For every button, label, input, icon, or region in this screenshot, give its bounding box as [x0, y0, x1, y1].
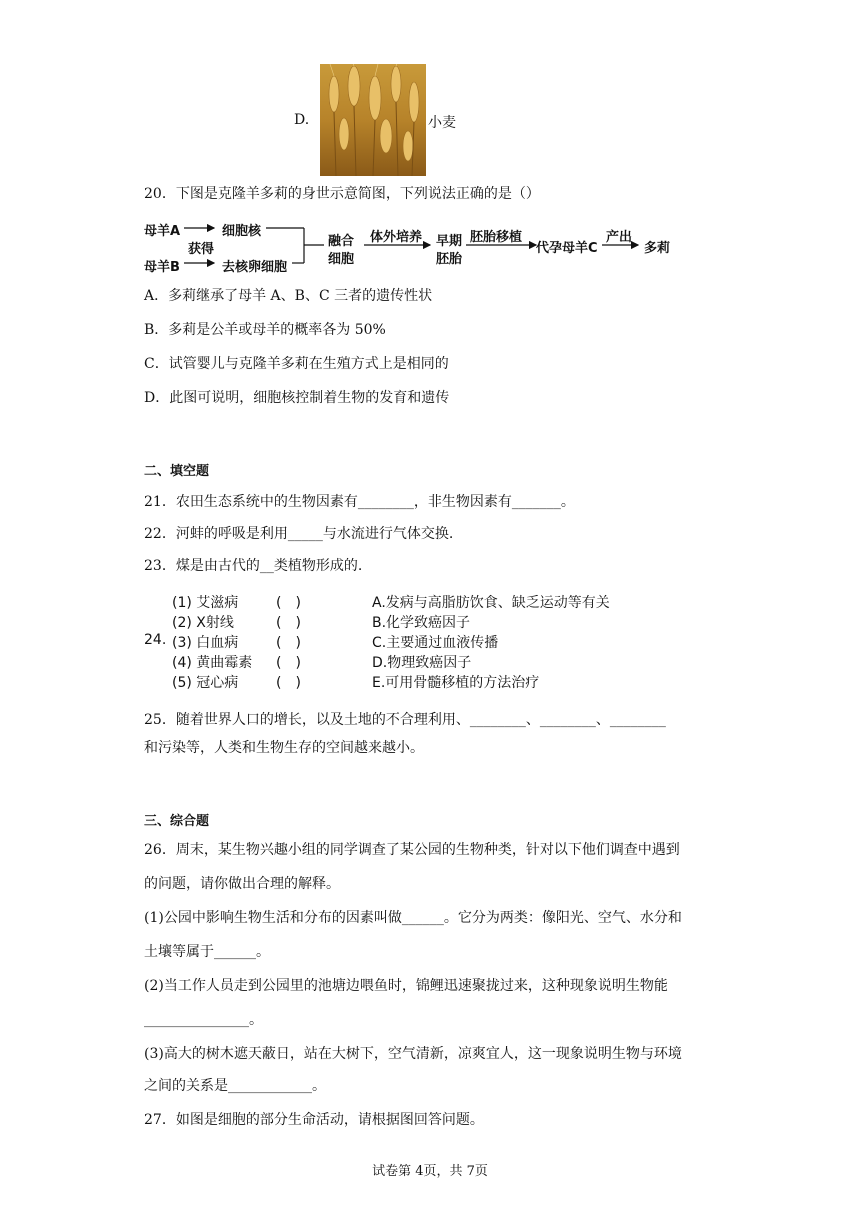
question-26-line-1: 26．周末，某生物兴趣小组的同学调查了某公园的生物种类，针对以下他们调查中遇到 [144, 842, 680, 858]
match-left-3: (3) 白血病 [172, 635, 239, 651]
match-blank-2: ( ) [276, 615, 301, 631]
question-25-line-2: 和污染等，人类和生物生存的空间越来越小。 [144, 740, 424, 756]
label-embryo-2: 胚胎 [436, 252, 463, 267]
section-comprehensive: 三、综合题 [144, 814, 210, 829]
question-25-line-1: 25．随着世界人口的增长，以及土地的不合理利用、________、________、________ [144, 712, 666, 728]
label-transplant: 胚胎移植 [470, 230, 523, 245]
question-26-part3-line-2: 之间的关系是____________。 [144, 1078, 326, 1094]
label-obtain: 获得 [188, 242, 215, 257]
question-21: 21．农田生态系统中的生物因素有________，非生物因素有_______。 [144, 494, 575, 510]
label-surrogate: 代孕母羊C [536, 241, 598, 256]
match-right-d: D.物理致癌因子 [372, 655, 472, 671]
question-26-part3-line-1: (3)高大的树木遮天蔽日，站在大树下，空气清新，凉爽宜人，这一现象说明生物与环境 [144, 1046, 682, 1062]
match-right-c: C.主要通过血液传播 [372, 635, 499, 651]
label-sheep-b: 母羊B [144, 260, 180, 275]
match-left-5: (5) 冠心病 [172, 675, 239, 691]
match-right-b: B.化学致癌因子 [372, 615, 471, 631]
match-blank-5: ( ) [276, 675, 301, 691]
wheat-photo [320, 64, 426, 176]
label-embryo-1: 早期 [436, 234, 463, 249]
wheat-icon [320, 64, 426, 176]
label-birth: 产出 [606, 230, 633, 245]
label-fuse-1: 融合 [328, 234, 355, 249]
label-culture: 体外培养 [370, 230, 423, 245]
option-b: B．多莉是公羊或母羊的概率各为 50% [144, 322, 386, 338]
match-right-e: E.可用骨髓移植的方法治疗 [372, 675, 540, 691]
question-24-number: 24. [144, 632, 167, 648]
question-24-matching [144, 590, 664, 694]
match-blank-3: ( ) [276, 635, 301, 651]
page-footer: 试卷第 4页，共 7页 [372, 1164, 488, 1179]
question-26-line-2: 的问题，请你做出合理的解释。 [144, 876, 340, 892]
question-26-part2-line-2: _______________。 [144, 1012, 263, 1028]
match-blank-4: ( ) [276, 655, 301, 671]
dolly-clone-diagram [144, 218, 684, 278]
match-blank-1: ( ) [276, 595, 301, 611]
label-nucleus: 细胞核 [222, 224, 262, 239]
question-27: 27．如图是细胞的部分生命活动，请根据图回答问题。 [144, 1112, 484, 1128]
question-26-part1-line-2: 土壤等属于______。 [144, 944, 270, 960]
match-left-1: (1) 艾滋病 [172, 595, 239, 611]
match-left-2: (2) X射线 [172, 615, 234, 631]
question-22: 22．河蚌的呼吸是利用_____与水流进行气体交换. [144, 526, 454, 542]
question-20-stem: 20．下图是克隆羊多莉的身世示意简图，下列说法正确的是（） [144, 186, 540, 202]
label-fuse-2: 细胞 [328, 252, 355, 267]
label-sheep-a: 母羊A [144, 224, 181, 239]
option-d-text: 小麦 [428, 115, 456, 131]
label-dolly: 多莉 [644, 241, 671, 256]
question-26-part2-line-1: (2)当工作人员走到公园里的池塘边喂鱼时，锦鲤迅速聚拢过来，这种现象说明生物能 [144, 978, 668, 994]
match-left-4: (4) 黄曲霉素 [172, 655, 253, 671]
question-23: 23．煤是由古代的__类植物形成的. [144, 558, 363, 574]
section-fill-in-blank: 二、填空题 [144, 464, 210, 479]
question-26-part1-line-1: (1)公园中影响生物生活和分布的因素叫做______。它分为两类：像阳光、空气、水分和 [144, 910, 682, 926]
match-right-a: A.发病与高脂肪饮食、缺乏运动等有关 [372, 595, 610, 611]
option-c: C．试管婴儿与克隆羊多莉在生殖方式上是相同的 [144, 356, 449, 372]
option-d: D．此图可说明，细胞核控制着生物的发育和遗传 [144, 390, 450, 406]
option-a: A．多莉继承了母羊 A、B、C 三者的遗传性状 [144, 288, 433, 304]
option-d-label: D. [294, 112, 310, 128]
label-enucleated-egg: 去核卵细胞 [222, 260, 288, 275]
